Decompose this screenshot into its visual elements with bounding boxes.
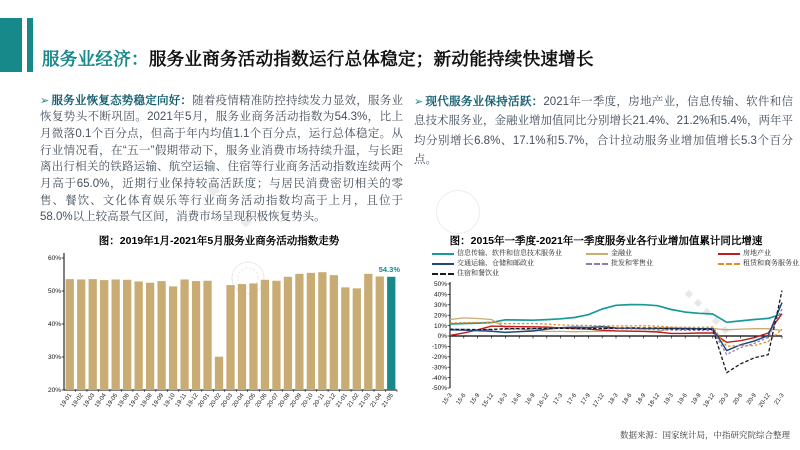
line-chart-block — [420, 233, 799, 432]
legend-label: 信息传输、软件和信息技术服务业 — [457, 250, 562, 257]
page-title — [42, 46, 594, 71]
watermark-circle — [436, 190, 480, 234]
accent-vertical-bar — [27, 18, 33, 72]
svg-text:19-12: 19-12 — [702, 392, 717, 409]
legend-item — [586, 260, 714, 267]
svg-text:19-05: 19-05 — [105, 392, 120, 409]
svg-text:20-04: 20-04 — [231, 392, 246, 409]
svg-text:16-9: 16-9 — [524, 392, 537, 406]
legend-line-sample — [718, 253, 740, 255]
svg-text:20-10: 20-10 — [300, 392, 315, 409]
svg-text:19-12: 19-12 — [186, 392, 200, 409]
legend — [420, 250, 799, 277]
svg-text:20-06: 20-06 — [254, 392, 269, 409]
svg-text:19-03: 19-03 — [82, 392, 97, 409]
legend-label: 交通运输、仓储和邮政业 — [457, 260, 534, 267]
page-title-prefix: 服务业经济： — [42, 48, 149, 69]
svg-text:19-08: 19-08 — [140, 392, 154, 409]
svg-text:21-03: 21-03 — [358, 392, 372, 409]
svg-text:20-3: 20-3 — [718, 392, 731, 406]
svg-text:40%: 40% — [47, 321, 61, 329]
svg-text:-20%: -20% — [431, 354, 447, 361]
svg-text:20-6: 20-6 — [732, 392, 745, 406]
legend-label: 房地产业 — [743, 250, 771, 257]
svg-text:-50%: -50% — [431, 385, 447, 393]
accent-square — [0, 18, 22, 72]
legend-label: 金融业 — [611, 250, 632, 257]
svg-text:18-12: 18-12 — [647, 392, 662, 409]
svg-text:15-12: 15-12 — [481, 392, 496, 409]
svg-text:20-03: 20-03 — [220, 392, 235, 409]
svg-text:30%: 30% — [433, 302, 447, 309]
svg-text:54.3%: 54.3% — [378, 264, 400, 274]
svg-text:18-9: 18-9 — [635, 392, 648, 406]
legend-item — [586, 250, 714, 257]
svg-text:19-07: 19-07 — [128, 392, 143, 409]
svg-text:17-12: 17-12 — [592, 392, 606, 409]
svg-text:21-01: 21-01 — [335, 392, 349, 409]
svg-text:17-9: 17-9 — [580, 392, 592, 406]
svg-text:19-06: 19-06 — [117, 392, 131, 409]
svg-text:-40%: -40% — [431, 374, 447, 382]
svg-text:20-07: 20-07 — [266, 392, 281, 409]
svg-text:60%: 60% — [47, 255, 61, 263]
svg-text:21-04: 21-04 — [369, 392, 384, 409]
left-paragraph-body: 随着疫情精准防控持续发力显效，服务业恢复势头不断巩固。2021年5月，服务业商务活动指数为54.3%，比上月微落0.1个百分点，但高于年内均值1.1个百分点，运行总体稳定。从行业情况看，在“五一”假期带动下，服务业消费市场持续升温，与长距离出行相关的铁路运输、航空运输、住宿等行业商务活动指数连续两个月高于65.0%，近期行业保持较高活跃度；与居民消费密切相关的零售、餐饮、文化体育娱乐等行业商务活动指数均高于上月，且位于58.0%以上较高景气区间，消费市场呈现积极恢复势头。 — [40, 94, 403, 224]
svg-text:20-12: 20-12 — [758, 392, 772, 409]
svg-text:21-05: 21-05 — [381, 392, 395, 409]
svg-text:10%: 10% — [433, 322, 447, 330]
svg-text:-10%: -10% — [431, 343, 447, 351]
svg-text:20-01: 20-01 — [197, 392, 212, 409]
svg-text:30%: 30% — [47, 354, 61, 362]
legend-item — [718, 250, 799, 257]
svg-text:17-3: 17-3 — [552, 392, 565, 406]
legend-line-sample — [586, 263, 608, 265]
bar-chart-block — [36, 233, 402, 430]
svg-text:15-9: 15-9 — [469, 392, 482, 406]
svg-text:15-6: 15-6 — [455, 392, 468, 406]
page-title-main: 服务业商务活动指数运行总体稳定；新动能持续快速增长 — [148, 48, 594, 69]
legend-item — [718, 260, 799, 267]
legend-line-sample — [432, 273, 454, 275]
legend-line-sample — [432, 253, 454, 255]
svg-text:18-3: 18-3 — [607, 392, 620, 406]
bar-chart — [36, 250, 402, 430]
right-paragraph — [414, 93, 793, 171]
legend-line-sample — [586, 253, 608, 255]
svg-text:21-02: 21-02 — [346, 392, 361, 409]
legend-label: 租赁和商务服务业 — [743, 260, 799, 267]
legend-item — [432, 270, 582, 277]
svg-text:17-6: 17-6 — [566, 392, 579, 406]
svg-text:20%: 20% — [47, 387, 61, 395]
svg-text:20-12: 20-12 — [323, 392, 338, 409]
svg-text:-30%: -30% — [431, 364, 447, 372]
svg-text:16-6: 16-6 — [511, 392, 523, 406]
legend-label: 批发和零售业 — [611, 260, 653, 267]
svg-text:16-3: 16-3 — [497, 392, 509, 406]
svg-text:20-02: 20-02 — [208, 392, 223, 409]
line-chart-title: 图：2015年一季度-2021年一季度服务业各行业增加值累计同比增速 — [449, 235, 763, 247]
svg-text:15-3: 15-3 — [441, 392, 454, 406]
svg-text:19-9: 19-9 — [690, 392, 703, 406]
svg-text:21-3: 21-3 — [773, 392, 786, 406]
legend-item — [432, 260, 582, 267]
svg-text:19-04: 19-04 — [94, 392, 108, 409]
legend-line-sample — [432, 263, 454, 265]
svg-text:50%: 50% — [47, 288, 61, 296]
svg-text:19-6: 19-6 — [677, 392, 689, 406]
svg-text:19-11: 19-11 — [174, 392, 189, 409]
legend-item — [432, 250, 582, 257]
left-paragraph-lead: 服务业恢复态势稳定向好： — [51, 94, 193, 107]
right-paragraph-body: 2021年一季度，房地产业，信息传输、软件和信息技术服务业，金融业增加值同比分别增长21.4%、21.2%和5.4%，两年平均分别增长6.8%、17.1%和5.7%，合计拉动服务业增加值增长5.3个百分点。 — [414, 95, 793, 167]
svg-text:19-3: 19-3 — [663, 392, 675, 406]
bullet-arrow-icon: ➢ — [40, 94, 50, 107]
legend-line-sample — [718, 263, 740, 265]
bullet-arrow-icon: ➢ — [414, 95, 424, 108]
svg-text:19-01: 19-01 — [59, 392, 74, 409]
svg-text:50%: 50% — [433, 281, 447, 289]
svg-text:40%: 40% — [433, 291, 447, 299]
svg-text:19-02: 19-02 — [71, 392, 85, 409]
svg-text:0%: 0% — [437, 333, 447, 341]
line-chart — [420, 279, 792, 432]
legend-label: 住宿和餐饮业 — [457, 270, 499, 277]
left-paragraph — [40, 93, 403, 227]
svg-text:20-09: 20-09 — [289, 392, 304, 409]
svg-text:18-6: 18-6 — [621, 392, 634, 406]
svg-text:20-08: 20-08 — [277, 392, 292, 409]
right-paragraph-lead: 现代服务业保持活跃： — [425, 95, 544, 108]
bar-chart-title: 图：2019年1月-2021年5月服务业商务活动指数走势 — [98, 235, 340, 247]
svg-text:16-12: 16-12 — [536, 392, 551, 409]
svg-text:20-05: 20-05 — [243, 392, 258, 409]
svg-text:19-09: 19-09 — [151, 392, 166, 409]
svg-text:20-9: 20-9 — [746, 392, 758, 406]
svg-text:20-11: 20-11 — [312, 392, 327, 409]
source-note: 数据来源：国家统计局，中指研究院综合整理 — [619, 430, 790, 440]
svg-text:20%: 20% — [433, 312, 447, 320]
svg-text:19-10: 19-10 — [163, 392, 177, 409]
